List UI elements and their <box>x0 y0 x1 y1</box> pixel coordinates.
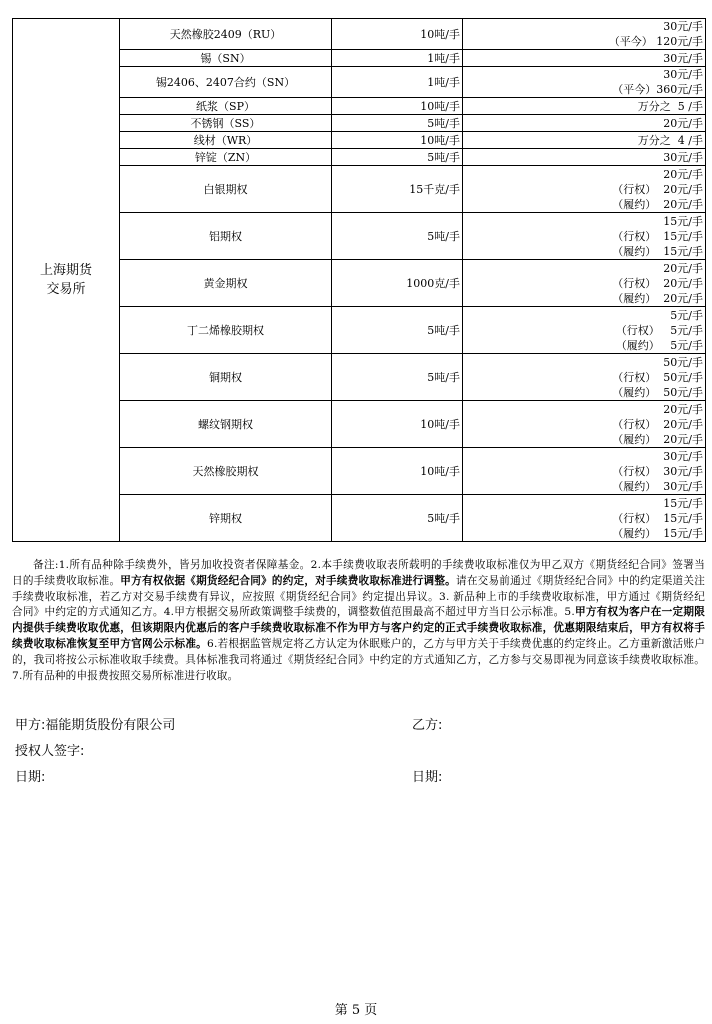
trading-unit-cell: 5吨/手 <box>332 149 463 166</box>
fee-cell <box>463 307 706 354</box>
party-b-date-label: 日期: <box>412 770 443 785</box>
fee-line: 20元/手 <box>663 402 703 416</box>
party-b-label: 乙方: <box>412 718 443 733</box>
product-name-cell: 纸浆（SP） <box>120 98 332 115</box>
product-name-cell: 丁二烯橡胶期权 <box>120 307 332 354</box>
party-a-label: 甲方:福能期货股份有限公司 <box>15 718 176 733</box>
fee-line: （履约） 15元/手 <box>612 244 703 258</box>
fee-line: 30元/手 <box>663 150 703 164</box>
fee-line: （履约） 50元/手 <box>612 385 703 399</box>
remark-bold-1: 甲方有权依据《期货经纪合同》的约定，对手续费收取标准进行调整。 <box>120 574 456 587</box>
exchange-cell <box>13 19 120 542</box>
trading-unit-cell: 10吨/手 <box>332 98 463 115</box>
fee-cell <box>463 260 706 307</box>
exchange-name-line: 交易所 <box>46 282 86 297</box>
fee-line: 30元/手 <box>663 51 703 65</box>
fee-line: 5元/手 <box>670 308 703 322</box>
product-name-cell: 锌期权 <box>120 495 332 542</box>
table-row <box>13 19 706 50</box>
remark-text-1: 备注:1.所有品种除手续费外，皆另加收投资者保障基金。2.本手续费收取表所载明的手续费收取标准仅为甲乙双方《期货经纪合同》签署当日的手续费收取标准。 <box>12 559 705 587</box>
fee-cell <box>463 149 706 166</box>
trading-unit-cell: 10吨/手 <box>332 132 463 149</box>
product-name-cell: 铜期权 <box>120 354 332 401</box>
fee-line: （行权） 5元/手 <box>615 323 703 337</box>
trading-unit-cell: 1吨/手 <box>332 67 463 98</box>
fee-line: 20元/手 <box>663 116 703 130</box>
fee-line: （履约） 20元/手 <box>612 432 703 446</box>
page-number: 第 5 页 <box>334 1003 378 1018</box>
fee-line: （履约） 5元/手 <box>615 338 703 352</box>
fee-line: （行权） 20元/手 <box>612 182 703 196</box>
fee-line: 20元/手 <box>663 167 703 181</box>
fee-cell <box>463 166 706 213</box>
fee-line: （行权） 15元/手 <box>612 511 703 525</box>
fee-line: （行权） 30元/手 <box>612 464 703 478</box>
exchange-name-line: 上海期货 <box>39 263 92 278</box>
fee-line: （平今）360元/手 <box>612 83 703 96</box>
fee-cell <box>463 448 706 495</box>
fee-line: （行权） 20元/手 <box>612 417 703 431</box>
fee-line: 50元/手 <box>663 355 703 369</box>
fee-line: （履约） 30元/手 <box>612 479 703 493</box>
fee-line: （履约） 20元/手 <box>612 291 703 305</box>
fee-line: （履约） 15元/手 <box>612 526 703 540</box>
fee-cell <box>463 354 706 401</box>
product-name-cell: 线材（WR） <box>120 132 332 149</box>
trading-unit-cell: 5吨/手 <box>332 495 463 542</box>
product-name-cell: 天然橡胶期权 <box>120 448 332 495</box>
fee-line: （行权） 50元/手 <box>612 370 703 384</box>
trading-unit-cell: 5吨/手 <box>332 115 463 132</box>
fee-line: 15元/手 <box>663 214 703 228</box>
product-name-cell: 白银期权 <box>120 166 332 213</box>
remark-text-2: 请在交易前通过《期货经纪合同》中的约定渠道关注手续费收取标准，若乙方对交易手续费有异议，应按照《期货经纪合同》约定提出异议。3. 新品种上市的手续费收取标准，甲方通过《期货经纪合同》中约定的方式通知乙方。4.甲方根据交易所政策调整手续费的，调整数值范围最高不超过甲方当日公示标准。5. <box>12 574 706 619</box>
remarks-paragraph <box>12 558 705 684</box>
fee-line: 万分之 4 /手 <box>637 133 703 147</box>
trading-unit-cell: 10吨/手 <box>332 401 463 448</box>
product-name-cell: 天然橡胶2409（RU） <box>120 19 332 50</box>
fee-line: 30元/手 <box>663 20 703 33</box>
remark-text-3: 6.若根据监管规定将乙方认定为休眠账户的，乙方与甲方关于手续费优惠的约定终止。乙方重新激活账户的，我司将按公示标准收取手续费。具体标准我司将通过《期货经纪合同》中约定的方式通知乙方，乙方参与交易即视为同意该手续费收取标准。7.所有品种的申报费按照交易所标准进行收取。 <box>12 637 705 682</box>
fee-cell <box>463 115 706 132</box>
fee-line: （平今） 120元/手 <box>608 35 703 48</box>
product-name-cell: 锌锭（ZN） <box>120 149 332 166</box>
fee-line: 30元/手 <box>663 449 703 463</box>
product-name-cell: 不锈钢（SS） <box>120 115 332 132</box>
trading-unit-cell: 5吨/手 <box>332 307 463 354</box>
trading-unit-cell: 15千克/手 <box>332 166 463 213</box>
fee-cell <box>463 19 706 50</box>
product-name-cell: 锡（SN） <box>120 50 332 67</box>
party-a-date-label: 日期: <box>15 770 46 785</box>
fee-cell <box>463 213 706 260</box>
trading-unit-cell: 10吨/手 <box>332 448 463 495</box>
fee-line: （履约） 20元/手 <box>612 197 703 211</box>
product-name-cell: 铝期权 <box>120 213 332 260</box>
trading-unit-cell: 5吨/手 <box>332 354 463 401</box>
authorized-signature-label: 授权人签字: <box>15 744 85 759</box>
fee-line: 万分之 5 /手 <box>637 99 703 113</box>
remark-bold-2: 甲方有权为客户在一定期限内提供手续费收取优惠，但该期限内优惠后的客户手续费收取标准不作为甲方与客户约定的正式手续费收取标准，优惠期限结束后，甲方有权将手续费收取标准恢复至甲方官网公示标准。 <box>12 606 705 650</box>
product-name-cell: 黄金期权 <box>120 260 332 307</box>
product-name-cell: 锡2406、2407合约（SN） <box>120 67 332 98</box>
fee-cell <box>463 50 706 67</box>
product-name-cell: 螺纹钢期权 <box>120 401 332 448</box>
fee-cell <box>463 98 706 115</box>
trading-unit-cell: 1吨/手 <box>332 50 463 67</box>
fee-line: 20元/手 <box>663 261 703 275</box>
fee-table <box>12 18 706 542</box>
fee-cell <box>463 495 706 542</box>
fee-line: 30元/手 <box>663 68 703 81</box>
fee-line: 15元/手 <box>663 496 703 510</box>
fee-cell <box>463 67 706 98</box>
fee-cell <box>463 401 706 448</box>
trading-unit-cell: 1000克/手 <box>332 260 463 307</box>
trading-unit-cell: 10吨/手 <box>332 19 463 50</box>
fee-line: （行权） 15元/手 <box>612 229 703 243</box>
fee-cell <box>463 132 706 149</box>
fee-line: （行权） 20元/手 <box>612 276 703 290</box>
trading-unit-cell: 5吨/手 <box>332 213 463 260</box>
